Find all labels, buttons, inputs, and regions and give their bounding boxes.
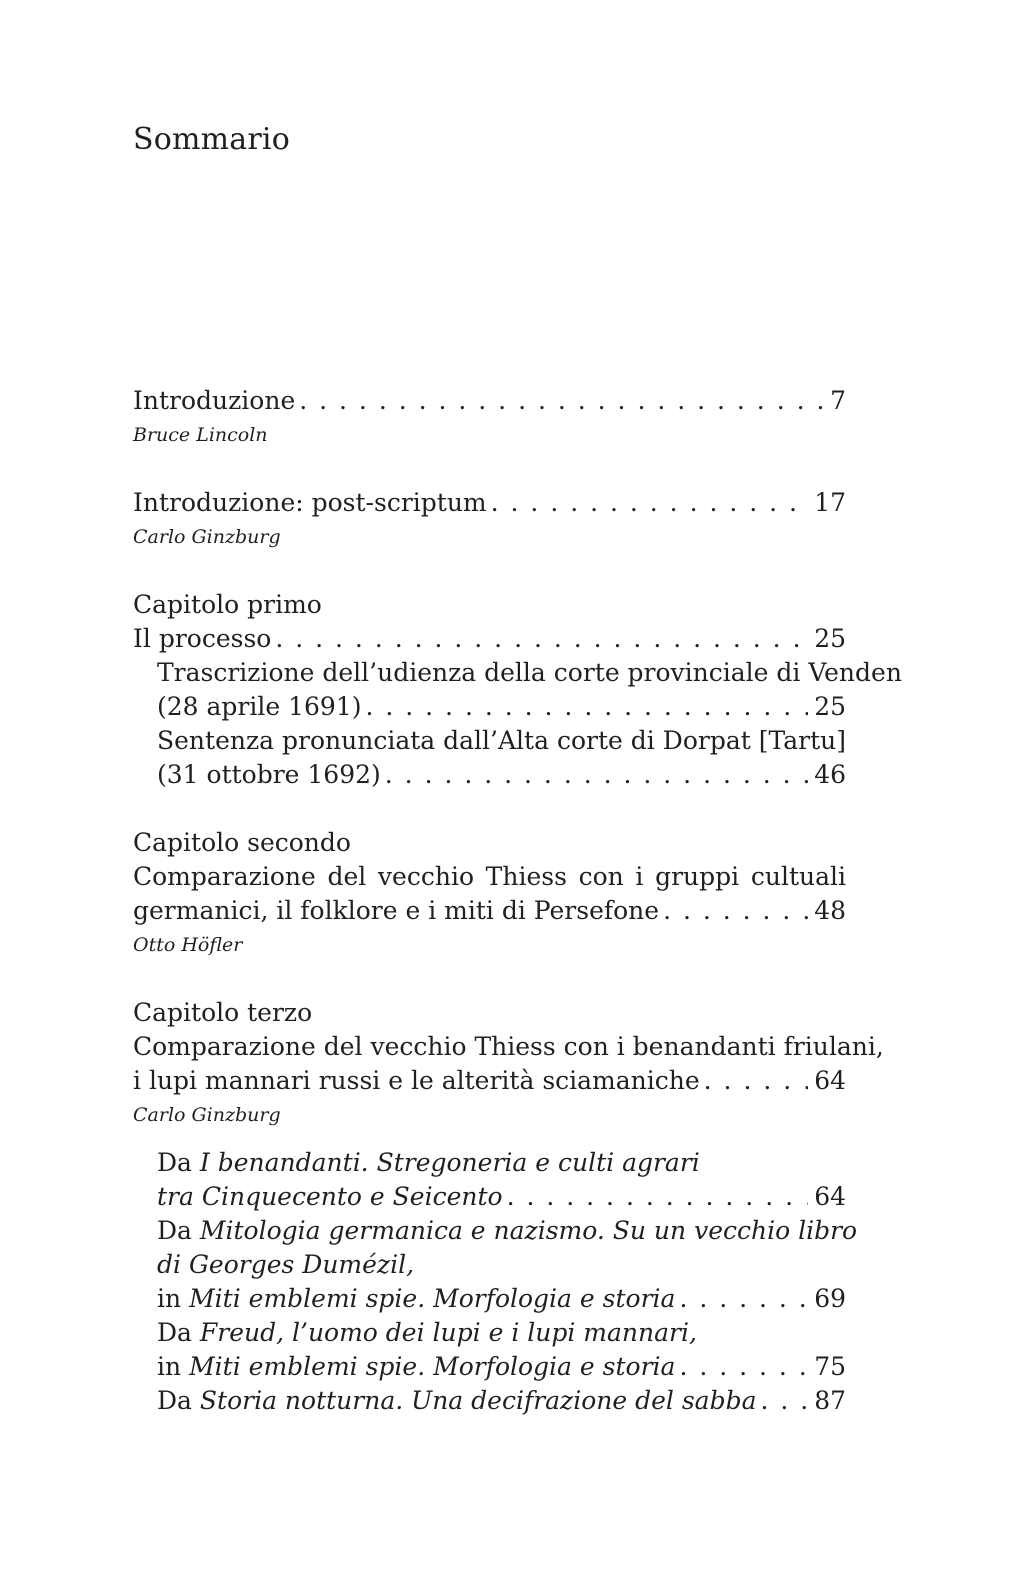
page-number: 17 [814, 488, 846, 517]
excerpt-prefix: Da [157, 1318, 192, 1347]
dot-leader [663, 894, 808, 928]
dot-leader [679, 1350, 808, 1384]
entry-title: i lupi mannari russi e le alterità sciamaniche [133, 1066, 700, 1095]
page-number: 64 [814, 1182, 846, 1211]
chapter-label: Capitolo terzo [133, 998, 313, 1027]
page-number: 46 [814, 760, 846, 789]
dot-leader [507, 1180, 809, 1214]
excerpt-in-prefix: in [157, 1352, 182, 1381]
page-number: 48 [814, 896, 846, 925]
toc-excerpt-storia-notturna[interactable] [133, 1384, 846, 1418]
subentry-title: (28 aprile 1691) [157, 692, 362, 721]
toc-subentry-transcript[interactable] [133, 690, 846, 724]
chapter-heading [133, 588, 846, 622]
toc-entry-line [133, 860, 846, 894]
excerpt-title: Freud, l’uomo dei lupi e i lupi mannari, [199, 1318, 697, 1347]
page-number: 69 [814, 1284, 846, 1313]
page-number: 87 [814, 1386, 846, 1415]
excerpt-prefix: Da [157, 1216, 192, 1245]
subentry-title: Trascrizione dell’udienza della corte provinciale di Venden [157, 658, 902, 687]
entry-title: Introduzione: post-scriptum [133, 488, 487, 517]
excerpt-source: Miti emblemi spie. Morfologia e storia [189, 1284, 676, 1313]
chapter-heading [133, 826, 846, 860]
excerpt-prefix: Da [157, 1148, 192, 1177]
dot-leader [704, 1064, 809, 1098]
chapter-heading [133, 996, 846, 1030]
excerpt-title: Mitologia germanica e nazismo. Su un vecchio libro [199, 1216, 858, 1245]
entry-title: Introduzione [133, 386, 296, 415]
page-number: 25 [814, 624, 846, 653]
entry-author: Bruce Lincoln [133, 424, 268, 446]
toc-excerpt-mitologia[interactable] [133, 1282, 846, 1316]
entry-author: Carlo Ginzburg [133, 526, 281, 548]
entry-title: Il processo [133, 624, 272, 653]
toc-subentry-line [133, 656, 902, 690]
toc-entry-introduction[interactable] [133, 384, 846, 418]
toc-excerpt-freud[interactable] [133, 1350, 846, 1384]
toc-subentry-sentence[interactable] [133, 758, 846, 792]
dot-leader [679, 1282, 808, 1316]
dot-leader [299, 384, 824, 418]
toc-entry-chapter-1[interactable] [133, 622, 846, 656]
page-number: 75 [814, 1352, 846, 1381]
dot-leader [365, 690, 808, 724]
entry-author: Otto Höfler [133, 934, 243, 956]
excerpt-line [133, 1146, 846, 1180]
excerpt-title: I benandanti. Stregoneria e culti agrari [199, 1148, 700, 1177]
excerpt-in-prefix: in [157, 1284, 182, 1313]
entry-title: Comparazione del vecchio Thiess con i benandanti friulani, [133, 1032, 884, 1061]
excerpt-line [133, 1248, 846, 1282]
toc-entry-chapter-3[interactable] [133, 1064, 846, 1098]
excerpt-prefix: Da [157, 1386, 192, 1415]
toc-entry-postscript[interactable] [133, 486, 846, 520]
toc-entry-line [133, 1030, 884, 1064]
dot-leader [275, 622, 808, 656]
chapter-label: Capitolo primo [133, 590, 322, 619]
page-number: 7 [830, 386, 846, 415]
toc-excerpt-benandanti[interactable] [133, 1180, 846, 1214]
toc-subentry-line [133, 724, 846, 758]
page-title: Sommario [133, 122, 290, 157]
entry-title: germanici, il folklore e i miti di Persefone [133, 896, 660, 925]
dot-leader [385, 758, 808, 792]
excerpt-title: di Georges Dumézil, [157, 1250, 415, 1279]
dot-leader [761, 1384, 809, 1418]
excerpt-line [133, 1214, 858, 1248]
chapter-label: Capitolo secondo [133, 828, 351, 857]
subentry-title: Sentenza pronunciata dall’Alta corte di Dorpat [Tartu] [157, 726, 846, 755]
excerpt-title: Storia notturna. Una decifrazione del sabba [199, 1386, 757, 1415]
toc-entry-chapter-2[interactable] [133, 894, 846, 928]
page-number: 64 [814, 1066, 846, 1095]
table-of-contents [133, 384, 902, 1418]
excerpt-line [133, 1316, 846, 1350]
entry-title: Comparazione del vecchio Thiess con i gruppi cultuali [133, 862, 846, 891]
excerpt-title: tra Cinquecento e Seicento [157, 1182, 503, 1211]
subentry-title: (31 ottobre 1692) [157, 760, 381, 789]
dot-leader [491, 486, 809, 520]
excerpt-source: Miti emblemi spie. Morfologia e storia [189, 1352, 676, 1381]
page-number: 25 [814, 692, 846, 721]
entry-author: Carlo Ginzburg [133, 1104, 281, 1126]
